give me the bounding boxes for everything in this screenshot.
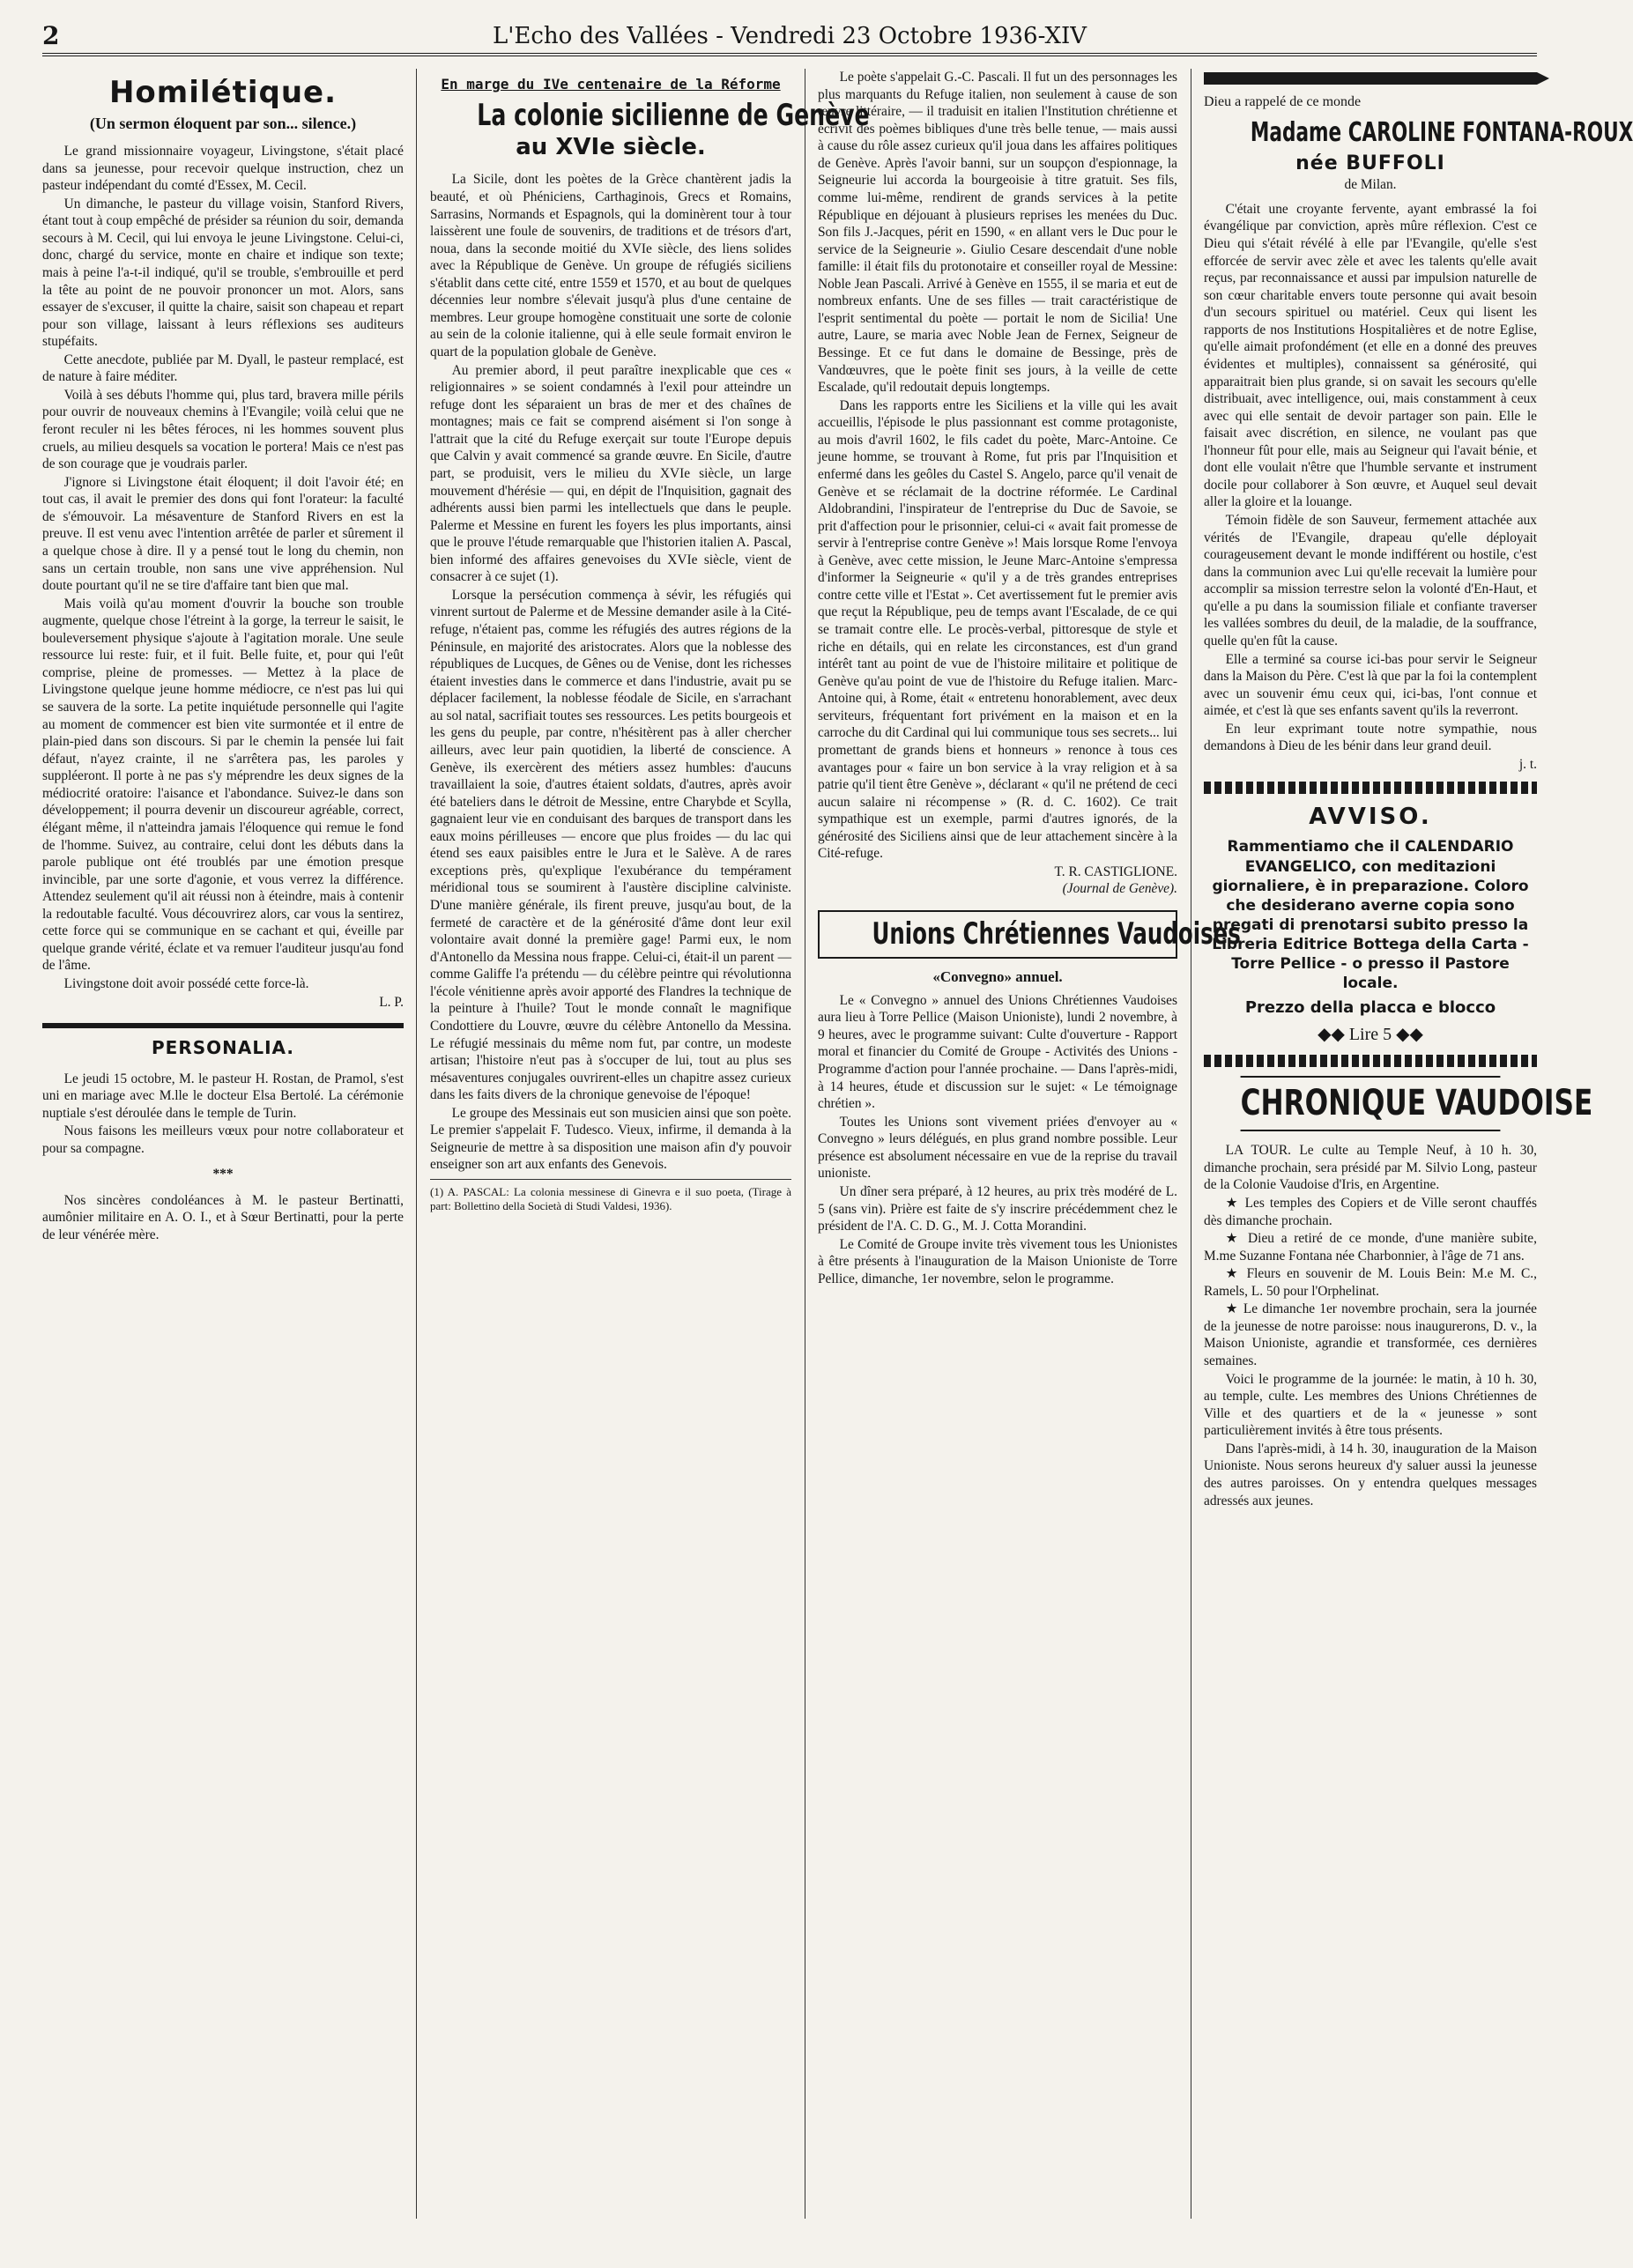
paragraph: Voilà à ses débuts l'homme qui, plus tard, bravera mille périls pour ouvrir de nouveaux chemins à l'Evangile; voilà celui que ne feront reculer ni les bêtes féroces, ni les hommes souvent plus cruels, au milieu desquels sa vocation le portera! Mais ce n'est pas de son courage que je voudrais parler. (42, 387, 404, 472)
paragraph: J'ignore si Livingstone était éloquent; il doit l'avoir été; en tout cas, il avait le premier des dons qui font l'orateur: la faculté de s'émouvoir. La mésaventure de Stanford Rivers en est la preuve. Il est venu avec l'intention arrêtée de parler et sûrement il a quelque chose à dire. Il y a pensé tout le long du chemin, non sans un certain trouble, non sans une vive appréhension. Nul doute pourtant qu'il ne se tire d'affaire tant bien que mal. (42, 474, 404, 594)
paragraph: ★ Les temples des Copiers et de Ville seront chauffés dès dimanche prochain. (1204, 1195, 1537, 1228)
notice-title: AVVISO. (1309, 804, 1432, 831)
paragraph: ★ Fleurs en souvenir de M. Louis Bein: M.e M. C., Ramels, L. 50 pour l'Orphelinat. (1204, 1266, 1537, 1299)
article-subtitle: (Un sermon éloquent par son... silence.) (89, 115, 357, 133)
paragraph: Un dimanche, le pasteur du village voisin, Stanford Rivers, étant tout à coup empêché de présider sa réunion du soir, demanda secours à M. Cecil, qui lui envoya le jeune Livingstone. Celui-ci, donc, chargé du service, monte en chaire et indique son texte; mais à peine l'a-t-il indiqué, qu'il se trouble, s'embrouille et perd la tête au point de ne pouvoir prononcer un mot. Alors, sans essayer de s'excuser, il quitte la chaire, saisit son chapeau et repart pour son village, laissant à leurs réflexions ses auditeurs stupéfaits. (42, 196, 404, 350)
article-title: Homilétique. (108, 75, 338, 110)
paragraph: Cette anecdote, publiée par M. Dyall, le pasteur remplacé, est de nature à faire méditer. (42, 352, 404, 385)
paragraph: Le jeudi 15 octobre, M. le pasteur H. Rostan, de Pramol, s'est uni en mariage avec M.lle le docteur Elsa Bertolé. La cérémonie nuptiale s'est déroulée dans le temple de Turin. (42, 1071, 404, 1121)
footnote-text: (1) A. PASCAL: La colonia messinese di Ginevra e il suo poeta, (Tirage à part: Bollettino della Società di Studi Valdesi, 1936). (430, 1185, 791, 1213)
paragraph: ★ Le dimanche 1er novembre prochain, sera la journée de la jeunesse de notre paroisse: nous inaugurerons, D. v., la Maison Unioniste, agrandie et transformée, ces dernières semaines. (1204, 1301, 1537, 1369)
obituary-city: de Milan. (1344, 177, 1397, 193)
paragraph: Lorsque la persécution commença à sévir, les réfugiés qui vinrent surtout de Palerme et de Messine demander asile à la Cité-refuge, n'étaient pas, comme les réfugiés des autres régions de la Péninsule, en majorité des aristocrates. Alors que la noblesse des républiques de Lucques, de Gênes ou de Venise, dont les richesses étaient investies dans le commerce et dans l'industrie, avait pu se déplacer facilement, la noblesse féodale de Sicile, en s'arrachant au sol natal, sacrifiait toutes ses ressources. Les petits bourgeois et les gens du peuple, par contre, n'hésitèrent pas à aller chercher ailleurs, avec leur pain quotidien, la liberté de conscience. A Genève, ils exercèrent des métiers assez humbles: d'aucuns travaillaient la soie, d'autres étaient soldats, d'autres, après avoir été bateliers dans le détroit de Messine, entre Charybde et Scylla, gagnaient leur vie en conduisant des barques de transport dans les eaux moins périlleuses — encore que plus froides — du lac qui étend ses eaux paisibles entre le Jura et le Salève. A de rares exceptions près, qu'explique l'exubérance du tempérament méridional tous se soumirent à l'austère discipline calviniste. D'une manière générale, ils firent preuve, jusqu'au bout, de la fermeté de caractère et de la générosité d'âme dont leur exil volontaire avait donné la première gage! Parmi eux, le nom d'Antonello da Messina nous frappe. Celui-ci, était-il un parent — comme Galiffe l'a prétendu — du célèbre peintre qui révolutionna l'école vénitienne après avoir apporté des Flandres la technique de la peinture à l'huile? Tout le monde connaît le magnifique Condottiere du Louvre, œuvre du célèbre Antonello da Messina. Le réfugié messinais du même nom fut, par contre, un modeste artisan; l'histoire n'eut pas à s'occuper de lui, tout au plus ses mésaventures conjugales ouvrirent-elles un chapitre assez curieux dans les faits divers de la chronique genevoise de l'époque! (430, 587, 791, 1103)
paragraph: Dans les rapports entre les Siciliens et la ville qui les avait accueillis, l'épisode le plus passionnant est comme protagoniste, au mois d'avril 1602, le fils cadet du poète, Marc-Antoine. Ce jeune homme, se trouvant à Rome, fut pris par l'Inquisition et enfermé dans les geôles du Castel S. Angelo, parce qu'il venait de Genève et se réclamait de la doctrine réformée. Le Cardinal Aldobrandini, l'inspirateur de l'entreprise du Duc de Savoie, se prit d'affection pour le prisonnier, celui-ci « avait fait promesse de servir à l'entreprise contre Genève »! Mais lorsque Rome l'envoya à Genève, avec cette mission, le Jeune Marc-Antoine s'empressa d'informer la Seigneurie « qu'il y a de très grandes entreprises contre cette ville et l'Estat ». Cet avertissement fut le premier avis que reçut la République, peu de temps avant l'Escalade, de ce qui se tramait contre elle. Le procès-verbal, pittoresque de style et riche en détails, qui en relate les circonstances, est d'un grand intérêt tant au point de vue de l'histoire militaire et politique de Genève qu'au point de vue de l'histoire du Refuge italien. Marc-Antoine qui, à Rome, était « entretenu honorablement, avec deux serviteurs, fréquentant fort privément en la maison et en la carroche du dit Cardinal qui lui communique tous ses secrets... lui promettant de grands biens et honneurs » renonce à tous ces avantages pour « faire un bon service à la vray religion et à sa patrie qu'il tient être Genève », déclarant « qu'il ne prétend de ceci aucun salaire ni récompense » (R. d. C. 1602). Ce trait sympathique est un exemple, parmi d'autres ignorés, de la générosité des Siciliens ainsi que de leur attachement sincère à la Cité-refuge. (818, 397, 1177, 862)
obituary-maiden-name: née BUFFOLI (1295, 152, 1445, 175)
page-number: 2 (42, 21, 60, 50)
arrow-banner-icon (1204, 72, 1537, 85)
footnote (430, 1179, 791, 1214)
section-title: PERSONALIA. (152, 1037, 294, 1059)
paragraph: Toutes les Unions sont vivement priées d'envoyer au « Convegno » leurs délégués, en plus grand nombre possible. Leur présence est absolument nécessaire en vue de la reprise du travail unioniste. (818, 1114, 1177, 1182)
masthead: L'Echo des Vallées - Vendredi 23 Octobre 1936-XIV (492, 23, 1087, 49)
paragraph: Mais voilà qu'au moment d'ouvrir la bouche son trouble augmente, quelque chose l'étreint à la gorge, la terreur le saisit, le bouleversement physique s'ajoute à l'agitation morale. Une seule ressource lui reste: fuir, et il fuit. Belle fuite, et, pour qui l'eût comprise, pleine de promesses. — Mettez à la place de Livingstone quelque jeune homme médiocre, ce n'est pas lui qui se sauvera de la sorte. La petite inquiétude personnelle qui l'agite au moment de commencer est bien vite surmontée et il entre de plain-pied dans son discours. Si par le chemin la pensée lui fait défaut, n'ayez crainte, il ne s'arrêtera pas, les paroles y suppléeront. Il porte à ne pas s'y méprendre les deux signes de la médiocrité oratoire: l'aisance et l'abondance. Suivez-le dans son développement; il pourra devenir un discoureur agréable, correct, élégant même, il n'atteindra jamais l'éloquence qui remue le fond de l'homme. Suivez, au contraire, celui dont les débuts dans la parole publique ont été troublés par une émotion presque invincible, par une sorte d'agonie, et vous verrez la différence. Attendez seulement qu'il ait réussi non à éteindre, mais à contenir la redoutable faculté. Vous découvrirez alors, car vous la sentirez, cette force qui se communique en se cachant et qui, éveille par quelque grande vérité, éclate et va remuer l'auditeur jusqu'au fond de l'âme. (42, 596, 404, 974)
notice-body: Rammentiamo che il CALENDARIO EVANGELICO, con meditazioni giornaliere, è in preparazione. Coloro che desiderano averne copia sono pregati di prenotarsi subito presso la Libreria Editrice Bottega della Carta - Torre Pellice - o presso il Pastore locale. (1212, 838, 1529, 993)
obituary-name: Madame CAROLINE FONTANA-ROUX (1250, 117, 1633, 149)
article-subtitle: au XVIe siècle. (516, 134, 706, 161)
paragraph: Nos sincères condoléances à M. le pasteur Bertinatti, aumônier militaire en A. O. I., et à Sœur Bertinatti, pour la perte de leur vénérée mère. (42, 1192, 404, 1243)
section-title: CHRONIQUE VAUDOISE (1241, 1076, 1501, 1131)
column-divider (416, 69, 417, 2219)
paragraph: C'était une croyante fervente, ayant embrassé la foi évangélique par conviction, après mûre réflexion. C'est ce Dieu qui s'était révélé à elle par l'Evangile, qu'elle s'est efforcée de servir avec zèle et avec les talents qu'elle avait reçus, par reconnaissance et aussi par impulsion naturelle de son cœur charitable envers toute personne qui avait besoin d'un secours spirituel ou matériel. Ceux qui lisent les rapports de nos Institutions Hospitalières et de notre Eglise, qu'elle aimait profondément (et elle en a donné des preuves évidentes et multiples), connaissent sa générosité, qui apparaitrait bien plus grande, si on savait les secours qu'elle distribuait, avec intelligence, oui, mais constamment à ceux avec qui elle sentait de devoir partager son pain. Elle le faisait avec discrétion, en silence, ne voulant pas que l'honneur fût pour elle, mais au Seigneur qui l'avait bénie, et dont elle voulait n'être que l'humble servante et instrument docile pour collaborer à Son œuvre, et Auquel seul devait aller la gloire et la louange. (1204, 201, 1537, 510)
paragraph: La Sicile, dont les poètes de la Grèce chantèrent jadis la beauté, et où Phéniciens, Carthaginois, Grecs et Romains, Sarrasins, Normands et Espagnols, qui la dominèrent tour à tour laissèrent une foule de souvenirs, de traditions et de trésors d'art, noua, dans la seconde moitié du XVIe siècle, des liens solides avec la République de Genève. Un groupe de réfugiés siciliens s'établit dans cette cité, entre 1559 et 1570, et au bout de quelques décennies leur nombre s'élevait jusqu'à plus d'une centaine de membres. Leur groupe homogène constituait une sorte de colonie au sein de la colonie italienne, qui à elle seule formait environ le quart de la population globale de Genève. (430, 172, 791, 360)
paragraph: Elle a terminé sa course ici-bas pour servir le Seigneur dans la Maison du Père. C'est là que par la foi la contemplent avec un souvenir ému ceux qui, ici-bas, l'ont connue et aimée, et c'est là que ses enfants savent qu'ils la reverront. (1204, 651, 1537, 719)
author-attribution: T. R. CASTIGLIONE. (1054, 863, 1177, 879)
page-header (42, 19, 1537, 56)
section-title: Unions Chrétiennes Vaudoises (872, 916, 1241, 952)
paragraph: ★ Dieu a retiré de ce monde, d'une manière subite, M.me Suzanne Fontana née Charbonnier, à l'âge de 71 ans. (1204, 1231, 1537, 1264)
paragraph: Le grand missionnaire voyageur, Livingstone, s'était placé dans sa jeunesse, pour recevoir quelque instruction, chez un pasteur indépendant du comté d'Essex, M. Cecil. (42, 144, 404, 194)
paragraph: Voici le programme de la journée: le matin, à 10 h. 30, au temple, culte. Les membres des Unions Chrétiennes de Ville et des quartiers et de la « jeunesse » sont particulièrement invités à être tous présents. (1204, 1371, 1537, 1439)
section-subtitle: «Convegno» annuel. (932, 968, 1063, 986)
paragraph: En leur exprimant toute notre sympathie, nous demandons à Dieu de les bénir dans leur grand deuil. (1204, 721, 1537, 754)
signature: L. P. (379, 994, 404, 1010)
obituary-intro: Dieu a rappelé de ce monde (1204, 94, 1362, 109)
column-4 (1204, 69, 1633, 2219)
paragraph: Livingstone doit avoir possédé cette force-là. (63, 976, 309, 992)
column-3 (818, 69, 1241, 2219)
article-kicker: En marge du IVe centenaire de la Réforme (441, 76, 781, 93)
column-2 (430, 69, 870, 2219)
section-title-box (818, 910, 1241, 959)
paragraph: Le groupe des Messinais eut son musicien ainsi que son poète. Le premier s'appelait F. Tudesco. Vieux, infirme, il demanda à la Seigneurie de mettre à sa disposition une maison afin d'y pouvoir enseigner son art aux enfants des Genevois. (430, 1105, 791, 1173)
notice-price-label: Prezzo della placca e blocco (1244, 998, 1496, 1018)
signature: j. t. (1518, 756, 1537, 772)
paragraph: Le Comité de Groupe invite très vivement tous les Unionistes à être présents à l'inauguration de la Maison Unioniste de Torre Pellice, dimanche, 1er novembre, selon le programme. (818, 1236, 1177, 1286)
notice-price: ◆◆ Lire 5 ◆◆ (1318, 1025, 1423, 1045)
paragraph: Le « Convegno » annuel des Unions Chrétiennes Vaudoises aura lieu à Torre Pellice (Maison Unioniste), lundi 2 novembre, à 9 heures, avec le programme suivant: Culte d'ouverture - Rapport moral et financier du Comité de Groupe - Activités des Unions - Programme d'action pour l'année prochaine. — Dans l'après-midi, à 14 heures, étude et discussion sur le sujet: « Le témoignage chrétien ». (818, 992, 1177, 1112)
section-divider (42, 1023, 404, 1028)
paragraph: Le poète s'appelait G.-C. Pascali. Il fut un des personnages les plus marquants du Refuge italien, non seulement à cause de son œuvre littéraire, — il traduisit en italien l'Institution chrétienne et écrivit des poèmes bibliques d'une très belle tenue, — mais aussi à cause du rôle assez curieux qu'il joua dans les affaires politiques de Genève. Après l'avoir banni, sur un soupçon d'espionnage, la Seigneurie lui accorda la bourgeoisie à titre gratuit. Ses fils, comme lui-même, rendirent de grands services à la petite République en déjouant à plusieurs reprises les menées du Duc. Son fils J.-Jacques, périt en 1590, « en allant vers le Duc pour le service de la Seigneurie ». Giulio Cesare descendait d'une noble famille: il était fils du protonotaire et conseiller royal de Messine: Noble Jean Pascali. Arrivé à Genève en 1555, il se maria et eut de nombreux enfants. Une de ses filles — trait caractéristique de l'esprit sentimental du poète — portait le nom de Sicilia! Une autre, Laure, se maria avec Noble Jean de Fernex, Seigneur de Bessinge. Et ce fut dans le domaine de Bessinge, près de Vandœuvres, que le poète finit ses jours, à la veille de cette Escalade, qu'il redoutait depuis longtemps. (818, 70, 1177, 396)
article-title: La colonie sicilienne de Genève (477, 98, 870, 134)
ornament-divider (1204, 1055, 1537, 1067)
paragraph: LA TOUR. Le culte au Temple Neuf, à 10 h. 30, dimanche prochain, sera présidé par M. Silvio Long, pasteur de la Colonie Vaudoise d'Iris, en Argentine. (1204, 1143, 1537, 1193)
stars-divider: *** (212, 1167, 234, 1182)
paragraph: Au premier abord, il peut paraître inexplicable que ces « religionnaires » se soient condamnés à l'exil pour atteindre un refuge dont les séparaient un bras de mer et des chaînes de montagnes; mais ce fait se comprend aisément si l'on songe à l'attrait que la cité du Refuge exerçait sur toute l'Europe depuis que Calvin y avait commencé sa grande œuvre. En Sicile, d'autre part, se produisit, vers le milieu du XVIe siècle, un large mouvement d'hérésie — qui, en dépit de l'Inquisition, gagnait des adhérents aussi bien parmi les intellectuels que dans le peuple. Palerme et Messine en furent les foyers les plus importants, ainsi que le prouve l'étude remarquable que l'historien italien A. Pascal, bien informé des affaires genevoises du XVIe siècle, vient de consacrer à ce sujet (1). (430, 362, 791, 585)
source-journal: (Journal de Genève). (1062, 881, 1177, 897)
paragraph: Dans l'après-midi, à 14 h. 30, inauguration de la Maison Unioniste. Nous serons heureux d'y saluer aussi la jeunesse des autres paroisses. On y entendra quelques messages adressés aux jeunes. (1204, 1441, 1537, 1508)
paragraph: Un dîner sera préparé, à 12 heures, au prix très modéré de L. 5 (sans vin). Prière est faite de s'y inscrire précédemment chez le président de l'A. C. D. G., M. J. Cotta Morandini. (818, 1183, 1177, 1234)
ornament-divider (1204, 782, 1537, 794)
paragraph: Témoin fidèle de son Sauveur, fermement attachée aux vérités de l'Evangile, drapeau qu'elle déployait courageusement devant le monde indifférent ou hostile, c'est dans la communion avec Lui qu'elle recevait la lumière pour accomplir sa mission terrestre selon la volonté d'En-Haut, et qu'elle a pu dans la soumission filiale et confiante traverser les vallées sombres du deuil, de la maladie, de la souffrance, quelle qu'en fût la cause. (1204, 513, 1537, 649)
paragraph: Nous faisons les meilleurs vœux pour notre collaborateur et pour sa compagne. (42, 1123, 404, 1156)
column-1 (42, 69, 404, 2219)
